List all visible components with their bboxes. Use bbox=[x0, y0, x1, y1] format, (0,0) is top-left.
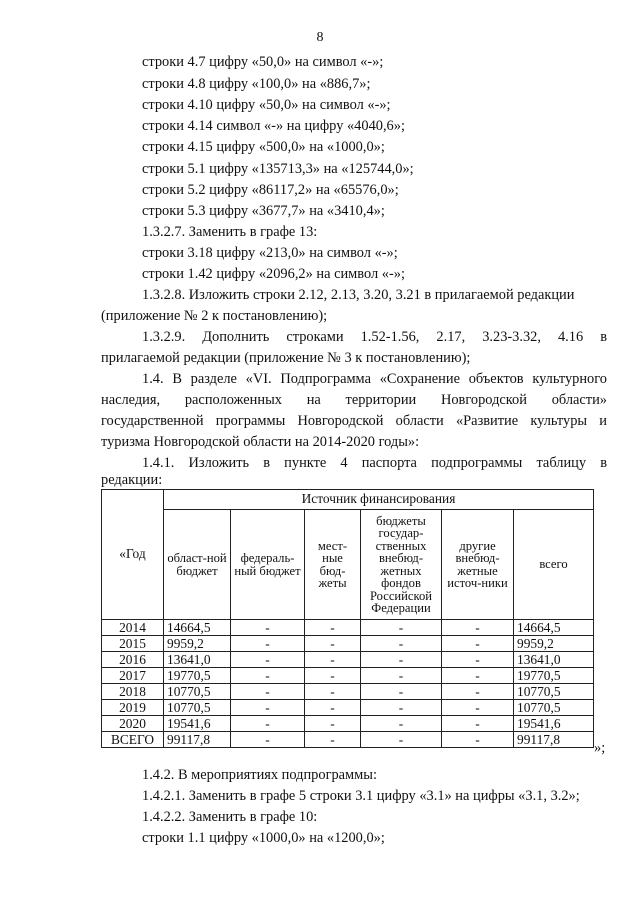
cell-local: - bbox=[305, 700, 361, 716]
cell-other: - bbox=[442, 716, 514, 732]
cell-total: 13641,0 bbox=[514, 652, 594, 668]
cell-local: - bbox=[305, 636, 361, 652]
cell-total: 99117,8 bbox=[514, 732, 594, 748]
cell-offbudget: - bbox=[361, 716, 442, 732]
cell-offbudget: - bbox=[361, 700, 442, 716]
row-year: 2019 bbox=[102, 700, 164, 716]
table-row bbox=[102, 652, 594, 668]
cell-local: - bbox=[305, 668, 361, 684]
cell-local: - bbox=[305, 732, 361, 748]
paragraph-141-line1-text: 1.4.1. Изложить в пункте 4 паспорта подпрограммы таблицу в bbox=[142, 455, 607, 471]
table-row bbox=[102, 716, 594, 732]
text-line: строки 1.1 цифру «1000,0» на «1200,0»; bbox=[142, 830, 385, 846]
cell-regional: 19541,6 bbox=[164, 716, 231, 732]
financing-table bbox=[101, 489, 594, 748]
row-year: ВСЕГО bbox=[102, 732, 164, 748]
cell-local: - bbox=[305, 620, 361, 636]
paragraph-14-line1-text: 1.4. В разделе «VI. Подпрограмма «Сохранение объектов культурного bbox=[142, 371, 607, 387]
cell-total: 9959,2 bbox=[514, 636, 594, 652]
cell-regional: 14664,5 bbox=[164, 620, 231, 636]
cell-offbudget: - bbox=[361, 620, 442, 636]
text-line: строки 4.15 цифру «500,0» на «1000,0»; bbox=[142, 139, 385, 155]
table-closing-quote: »; bbox=[594, 740, 606, 756]
cell-offbudget: - bbox=[361, 668, 442, 684]
cell-offbudget: - bbox=[361, 652, 442, 668]
text-line: строки 4.10 цифру «50,0» на символ «-»; bbox=[142, 97, 391, 113]
col-header-other-sources: другие внебюд-жетные источ-ники bbox=[442, 510, 514, 620]
cell-offbudget: - bbox=[361, 732, 442, 748]
paragraph-14-line2 bbox=[101, 391, 607, 410]
cell-other: - bbox=[442, 732, 514, 748]
cell-local: - bbox=[305, 716, 361, 732]
cell-total: 19541,6 bbox=[514, 716, 594, 732]
paragraph-14-line3-text: государственной программы Новгородской области «Развитие культуры и bbox=[101, 413, 607, 429]
col-header-regional: област-ной бюджет bbox=[164, 510, 231, 620]
text-line: строки 5.2 цифру «86117,2» на «65576,0»; bbox=[142, 182, 399, 198]
table-row bbox=[102, 668, 594, 684]
text-line: строки 5.3 цифру «3677,7» на «3410,4»; bbox=[142, 203, 385, 219]
text-line: 1.4.2. В мероприятиях подпрограммы: bbox=[142, 767, 377, 783]
row-year: 2014 bbox=[102, 620, 164, 636]
cell-local: - bbox=[305, 684, 361, 700]
text-line: 1.4.2.1. Заменить в графе 5 строки 3.1 цифру «3.1» на цифры «3.1, 3.2»; bbox=[142, 788, 580, 804]
cell-other: - bbox=[442, 700, 514, 716]
text-line: 1.4.2.2. Заменить в графе 10: bbox=[142, 809, 318, 825]
cell-local: - bbox=[305, 652, 361, 668]
cell-federal: - bbox=[231, 732, 305, 748]
text-line: строки 4.7 цифру «50,0» на символ «-»; bbox=[142, 54, 384, 70]
cell-other: - bbox=[442, 684, 514, 700]
table-row bbox=[102, 700, 594, 716]
cell-offbudget: - bbox=[361, 684, 442, 700]
paragraph-1329-line2: прилагаемой редакции (приложение № 3 к постановлению); bbox=[101, 350, 471, 366]
cell-federal: - bbox=[231, 636, 305, 652]
text-line: строки 5.1 цифру «135713,3» на «125744,0»; bbox=[142, 161, 414, 177]
paragraph-1329-line1-text: 1.3.2.9. Дополнить строками 1.52-1.56, 2.17, 3.23-3.32, 4.16 в bbox=[142, 329, 607, 345]
paragraph-141-line1 bbox=[142, 454, 607, 473]
cell-other: - bbox=[442, 668, 514, 684]
text-line: строки 4.8 цифру «100,0» на «886,7»; bbox=[142, 76, 371, 92]
table-row bbox=[102, 620, 594, 636]
cell-other: - bbox=[442, 652, 514, 668]
cell-other: - bbox=[442, 636, 514, 652]
funding-source-header: Источник финансирования bbox=[164, 490, 594, 510]
col-header-federal: федераль-ный бюджет bbox=[231, 510, 305, 620]
cell-offbudget: - bbox=[361, 636, 442, 652]
row-year: 2015 bbox=[102, 636, 164, 652]
cell-regional: 13641,0 bbox=[164, 652, 231, 668]
paragraph-14-line1 bbox=[142, 370, 607, 389]
cell-federal: - bbox=[231, 668, 305, 684]
paragraph-1328-line1: 1.3.2.8. Изложить строки 2.12, 2.13, 3.20, 3.21 в прилагаемой редакции bbox=[142, 287, 575, 303]
paragraph-14-line2-text: наследия, расположенных на территории Новгородской области» bbox=[101, 392, 607, 408]
paragraph-1328-line2: (приложение № 2 к постановлению); bbox=[101, 308, 328, 324]
page-number: 8 bbox=[316, 30, 324, 45]
col-header-local: мест-ные бюд-жеты bbox=[305, 510, 361, 620]
row-year: 2017 bbox=[102, 668, 164, 684]
col-header-offbudget-funds: бюджеты государ-ственных внебюд-жетных фондов Российской Федерации bbox=[361, 510, 442, 620]
paragraph-14-line3 bbox=[101, 412, 607, 431]
text-line: строки 4.14 символ «-» на цифру «4040,6»; bbox=[142, 118, 405, 134]
year-header: «Год bbox=[102, 490, 164, 620]
paragraph-141-line2: редакции: bbox=[101, 472, 163, 488]
cell-federal: - bbox=[231, 716, 305, 732]
row-year: 2016 bbox=[102, 652, 164, 668]
row-year: 2020 bbox=[102, 716, 164, 732]
cell-regional: 19770,5 bbox=[164, 668, 231, 684]
table-row bbox=[102, 636, 594, 652]
cell-federal: - bbox=[231, 700, 305, 716]
cell-total: 14664,5 bbox=[514, 620, 594, 636]
cell-total: 19770,5 bbox=[514, 668, 594, 684]
cell-regional: 10770,5 bbox=[164, 700, 231, 716]
cell-regional: 99117,8 bbox=[164, 732, 231, 748]
text-line: строки 3.18 цифру «213,0» на символ «-»; bbox=[142, 245, 398, 261]
col-header-total: всего bbox=[514, 510, 594, 620]
table-row bbox=[102, 684, 594, 700]
cell-federal: - bbox=[231, 684, 305, 700]
table-row-total bbox=[102, 732, 594, 748]
paragraph-1329-line1 bbox=[142, 328, 607, 347]
row-year: 2018 bbox=[102, 684, 164, 700]
cell-federal: - bbox=[231, 652, 305, 668]
cell-regional: 10770,5 bbox=[164, 684, 231, 700]
text-line: строки 1.42 цифру «2096,2» на символ «-»; bbox=[142, 266, 405, 282]
cell-total: 10770,5 bbox=[514, 684, 594, 700]
paragraph-14-line4: туризма Новгородской области на 2014-2020 годы»: bbox=[101, 434, 420, 450]
cell-total: 10770,5 bbox=[514, 700, 594, 716]
cell-federal: - bbox=[231, 620, 305, 636]
text-line: 1.3.2.7. Заменить в графе 13: bbox=[142, 224, 318, 240]
cell-other: - bbox=[442, 620, 514, 636]
cell-regional: 9959,2 bbox=[164, 636, 231, 652]
